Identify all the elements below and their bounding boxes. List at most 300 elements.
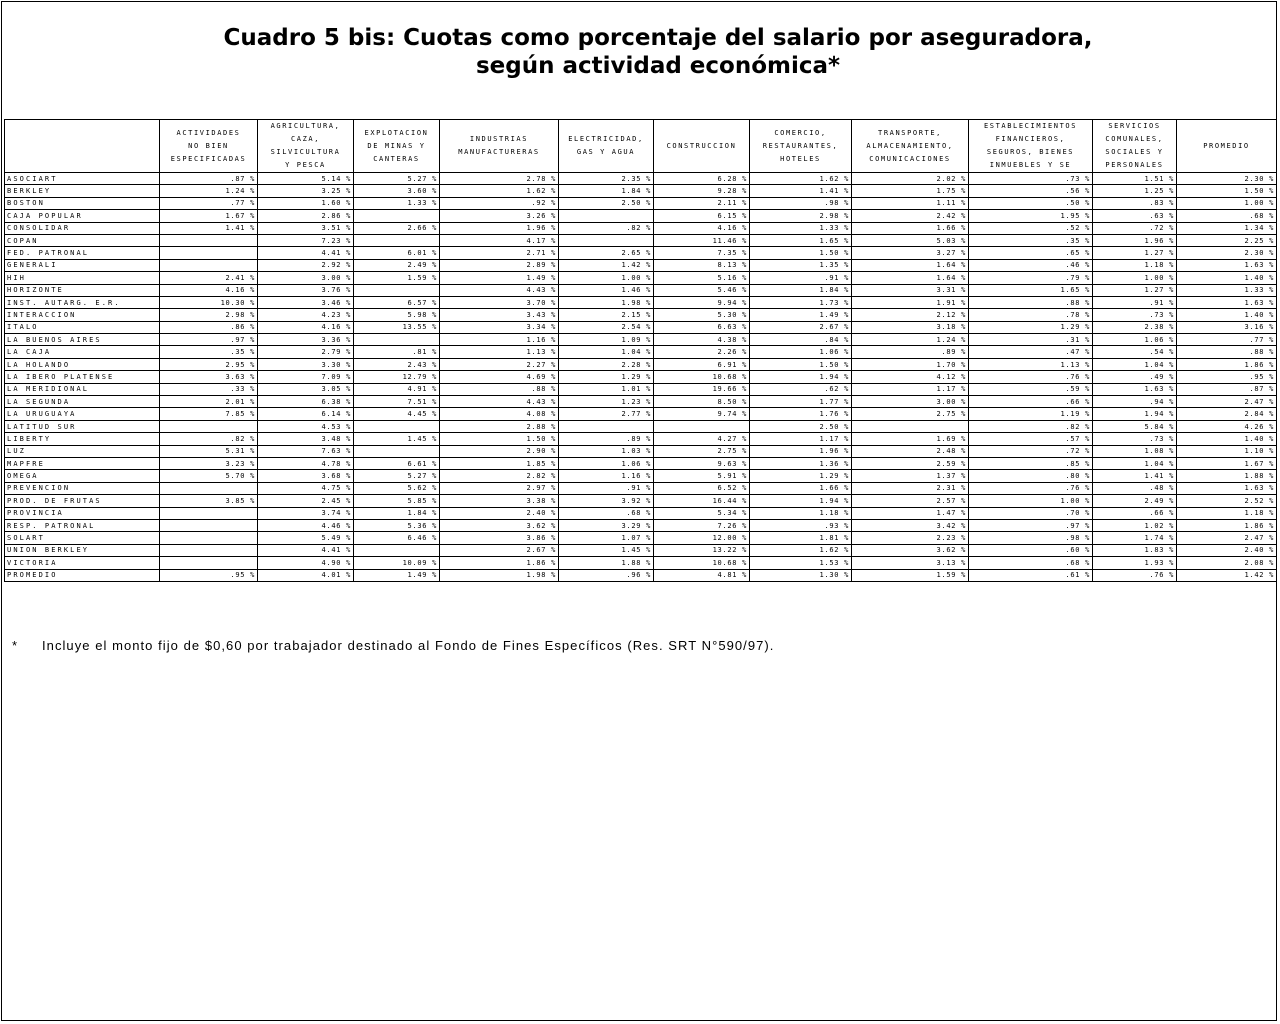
header-line: EXPLOTACION bbox=[364, 128, 429, 137]
value-cell: .89 % bbox=[852, 346, 969, 358]
value-cell: 2.43 % bbox=[354, 358, 440, 370]
value-cell: 16.44 % bbox=[654, 495, 750, 507]
value-cell: 2.01 % bbox=[160, 396, 258, 408]
value-cell: 1.08 % bbox=[1093, 445, 1177, 457]
page-title bbox=[0, 24, 1280, 80]
table-row bbox=[5, 470, 1277, 482]
value-cell: 6.52 % bbox=[654, 482, 750, 494]
value-cell: 1.29 % bbox=[969, 321, 1093, 333]
value-cell: 2.92 % bbox=[258, 259, 354, 271]
table-row bbox=[5, 247, 1277, 259]
insurer-name-cell: VICTORIA bbox=[5, 557, 160, 569]
header-cell bbox=[750, 120, 852, 173]
table-row bbox=[5, 495, 1277, 507]
insurer-name-cell: PREVENCION bbox=[5, 482, 160, 494]
value-cell: 5.62 % bbox=[354, 482, 440, 494]
value-cell: 3.00 % bbox=[258, 272, 354, 284]
value-cell: 1.83 % bbox=[1093, 544, 1177, 556]
insurer-name-cell: LATITUD SUR bbox=[5, 420, 160, 432]
value-cell: 2.47 % bbox=[1177, 396, 1277, 408]
value-cell: 5.49 % bbox=[258, 532, 354, 544]
header-line: DE MINAS Y bbox=[367, 141, 426, 150]
value-cell: .62 % bbox=[750, 383, 852, 395]
value-cell: .66 % bbox=[969, 396, 1093, 408]
value-cell: 1.18 % bbox=[1093, 259, 1177, 271]
value-cell: 1.27 % bbox=[1093, 247, 1177, 259]
header-cell bbox=[160, 120, 258, 173]
value-cell: .59 % bbox=[969, 383, 1093, 395]
table-row bbox=[5, 408, 1277, 420]
value-cell: 4.69 % bbox=[440, 371, 559, 383]
value-cell: 5.03 % bbox=[852, 234, 969, 246]
value-cell: 6.91 % bbox=[654, 358, 750, 370]
value-cell: 4.45 % bbox=[354, 408, 440, 420]
value-cell: 4.91 % bbox=[354, 383, 440, 395]
table-row bbox=[5, 507, 1277, 519]
value-cell: 1.40 % bbox=[1177, 309, 1277, 321]
header-line: ESTABLECIMIENTOS bbox=[983, 122, 1078, 130]
header-cell bbox=[440, 120, 559, 173]
value-cell: 3.23 % bbox=[160, 457, 258, 469]
insurer-name-cell: UNION BERKLEY bbox=[5, 544, 160, 556]
value-cell: .89 % bbox=[559, 433, 654, 445]
header-line: PROMEDIO bbox=[1203, 141, 1250, 150]
value-cell: 5.70 % bbox=[160, 470, 258, 482]
value-cell: 13.22 % bbox=[654, 544, 750, 556]
value-cell: 3.76 % bbox=[258, 284, 354, 296]
table-row bbox=[5, 185, 1277, 197]
value-cell: 1.77 % bbox=[750, 396, 852, 408]
value-cell: .92 % bbox=[440, 197, 559, 209]
value-cell: 3.62 % bbox=[440, 519, 559, 531]
insurer-name-cell: BERKLEY bbox=[5, 185, 160, 197]
value-cell: 1.10 % bbox=[1177, 445, 1277, 457]
insurer-name-cell: LA BUENOS AIRES bbox=[5, 334, 160, 346]
table-row bbox=[5, 383, 1277, 395]
value-cell: 1.40 % bbox=[1177, 272, 1277, 284]
value-cell: 5.98 % bbox=[354, 309, 440, 321]
header-line: CANTERAS bbox=[373, 154, 420, 163]
value-cell: 3.74 % bbox=[258, 507, 354, 519]
value-cell: .50 % bbox=[969, 197, 1093, 209]
value-cell: 1.49 % bbox=[354, 569, 440, 581]
value-cell: 1.00 % bbox=[559, 272, 654, 284]
value-cell: 1.49 % bbox=[750, 309, 852, 321]
insurer-name-cell: LUZ bbox=[5, 445, 160, 457]
value-cell bbox=[160, 247, 258, 259]
table-row bbox=[5, 346, 1277, 358]
header-cell bbox=[852, 120, 969, 173]
insurer-name-cell: GENERALI bbox=[5, 259, 160, 271]
value-cell: 2.82 % bbox=[440, 470, 559, 482]
insurer-name-cell: HORIZONTE bbox=[5, 284, 160, 296]
value-cell: 1.18 % bbox=[750, 507, 852, 519]
value-cell: .82 % bbox=[559, 222, 654, 234]
value-cell: 7.85 % bbox=[160, 408, 258, 420]
value-cell: 6.63 % bbox=[654, 321, 750, 333]
value-cell: .84 % bbox=[750, 334, 852, 346]
value-cell: 1.25 % bbox=[1093, 185, 1177, 197]
value-cell: 2.77 % bbox=[559, 408, 654, 420]
value-cell: 1.02 % bbox=[1093, 519, 1177, 531]
value-cell: 11.46 % bbox=[654, 234, 750, 246]
header-cell bbox=[1093, 120, 1177, 173]
value-cell: 5.91 % bbox=[654, 470, 750, 482]
value-cell: 4.53 % bbox=[258, 420, 354, 432]
value-cell: 9.74 % bbox=[654, 408, 750, 420]
header-line: COMUNICACIONES bbox=[869, 154, 951, 163]
value-cell: 1.47 % bbox=[852, 507, 969, 519]
value-cell: 2.02 % bbox=[852, 173, 969, 185]
insurer-name-cell: OMEGA bbox=[5, 470, 160, 482]
value-cell: 1.65 % bbox=[969, 284, 1093, 296]
value-cell: 1.19 % bbox=[969, 408, 1093, 420]
table-row bbox=[5, 210, 1277, 222]
value-cell: 1.84 % bbox=[559, 185, 654, 197]
value-cell bbox=[160, 259, 258, 271]
value-cell: 3.62 % bbox=[852, 544, 969, 556]
value-cell: 1.63 % bbox=[1177, 296, 1277, 308]
value-cell: 1.04 % bbox=[1093, 457, 1177, 469]
insurer-name-cell: PROVINCIA bbox=[5, 507, 160, 519]
value-cell: 1.11 % bbox=[852, 197, 969, 209]
value-cell: 1.86 % bbox=[1177, 519, 1277, 531]
value-cell: .33 % bbox=[160, 383, 258, 395]
table-row bbox=[5, 544, 1277, 556]
title-line-1: Cuadro 5 bis: Cuotas como porcentaje del salario por aseguradora, bbox=[223, 25, 1093, 51]
value-cell: 2.15 % bbox=[559, 309, 654, 321]
header-line: SERVICIOS bbox=[1108, 122, 1161, 130]
value-cell: .91 % bbox=[1093, 296, 1177, 308]
value-cell: 2.90 % bbox=[440, 445, 559, 457]
table-row bbox=[5, 445, 1277, 457]
value-cell: 1.69 % bbox=[852, 433, 969, 445]
header-line: CAZA, bbox=[290, 135, 321, 143]
value-cell: 3.29 % bbox=[559, 519, 654, 531]
value-cell: 6.28 % bbox=[654, 173, 750, 185]
value-cell: 5.36 % bbox=[354, 519, 440, 531]
insurer-name-cell: PROMEDIO bbox=[5, 569, 160, 581]
value-cell: 1.81 % bbox=[750, 532, 852, 544]
value-cell: 1.23 % bbox=[559, 396, 654, 408]
value-cell: 1.00 % bbox=[969, 495, 1093, 507]
value-cell: 1.49 % bbox=[440, 272, 559, 284]
value-cell: .61 % bbox=[969, 569, 1093, 581]
header-line: TRANSPORTE, bbox=[878, 128, 942, 137]
value-cell: 1.07 % bbox=[559, 532, 654, 544]
value-cell: 1.84 % bbox=[354, 507, 440, 519]
insurer-name-cell: MAPFRE bbox=[5, 457, 160, 469]
value-cell: 1.42 % bbox=[1177, 569, 1277, 581]
value-cell: 1.75 % bbox=[852, 185, 969, 197]
value-cell: 1.63 % bbox=[1093, 383, 1177, 395]
value-cell: 1.88 % bbox=[559, 557, 654, 569]
value-cell: 1.96 % bbox=[750, 445, 852, 457]
value-cell bbox=[654, 420, 750, 432]
table-row bbox=[5, 519, 1277, 531]
value-cell: 2.88 % bbox=[440, 420, 559, 432]
header-line: PERSONALES bbox=[1105, 161, 1164, 169]
value-cell: 6.15 % bbox=[654, 210, 750, 222]
value-cell: 4.17 % bbox=[440, 234, 559, 246]
insurer-name-cell: BOSTON bbox=[5, 197, 160, 209]
value-cell bbox=[354, 445, 440, 457]
value-cell: 2.40 % bbox=[440, 507, 559, 519]
value-cell: 4.12 % bbox=[852, 371, 969, 383]
value-cell: 1.88 % bbox=[1177, 470, 1277, 482]
header-line: ESPECIFICADAS bbox=[170, 154, 247, 163]
header-line: SILVICULTURA bbox=[270, 148, 341, 156]
value-cell: 3.46 % bbox=[258, 296, 354, 308]
value-cell: .54 % bbox=[1093, 346, 1177, 358]
value-cell: .86 % bbox=[160, 321, 258, 333]
value-cell: 4.41 % bbox=[258, 247, 354, 259]
value-cell: .68 % bbox=[1177, 210, 1277, 222]
insurer-name-cell: FED. PATRONAL bbox=[5, 247, 160, 259]
value-cell: 2.47 % bbox=[1177, 532, 1277, 544]
value-cell: 1.01 % bbox=[559, 383, 654, 395]
value-cell bbox=[559, 420, 654, 432]
value-cell bbox=[160, 532, 258, 544]
value-cell: 12.00 % bbox=[654, 532, 750, 544]
table-row bbox=[5, 420, 1277, 432]
value-cell: .93 % bbox=[750, 519, 852, 531]
value-cell: .77 % bbox=[160, 197, 258, 209]
value-cell: 3.48 % bbox=[258, 433, 354, 445]
value-cell: 2.98 % bbox=[160, 309, 258, 321]
table-row bbox=[5, 309, 1277, 321]
value-cell bbox=[160, 544, 258, 556]
value-cell: 5.14 % bbox=[258, 173, 354, 185]
value-cell: 19.66 % bbox=[654, 383, 750, 395]
value-cell: 2.11 % bbox=[654, 197, 750, 209]
value-cell: 2.26 % bbox=[654, 346, 750, 358]
value-cell: 5.16 % bbox=[654, 272, 750, 284]
value-cell: .98 % bbox=[750, 197, 852, 209]
value-cell: 4.23 % bbox=[258, 309, 354, 321]
value-cell: 1.63 % bbox=[1177, 482, 1277, 494]
value-cell: 1.66 % bbox=[852, 222, 969, 234]
header-line: RESTAURANTES, bbox=[762, 141, 839, 150]
value-cell: 4.38 % bbox=[654, 334, 750, 346]
value-cell: 3.86 % bbox=[440, 532, 559, 544]
value-cell: 1.29 % bbox=[750, 470, 852, 482]
value-cell bbox=[160, 519, 258, 531]
value-cell: 1.06 % bbox=[750, 346, 852, 358]
insurer-name-cell: RESP. PATRONAL bbox=[5, 519, 160, 531]
value-cell: 1.96 % bbox=[440, 222, 559, 234]
table-body bbox=[5, 173, 1277, 582]
value-cell: .65 % bbox=[969, 247, 1093, 259]
value-cell: .76 % bbox=[969, 371, 1093, 383]
value-cell: 2.50 % bbox=[559, 197, 654, 209]
value-cell: 7.26 % bbox=[654, 519, 750, 531]
value-cell: 3.92 % bbox=[559, 495, 654, 507]
value-cell: 1.45 % bbox=[559, 544, 654, 556]
value-cell: 1.91 % bbox=[852, 296, 969, 308]
insurer-name-cell: PROD. DE FRUTAS bbox=[5, 495, 160, 507]
value-cell: 1.67 % bbox=[1177, 457, 1277, 469]
value-cell: 1.42 % bbox=[559, 259, 654, 271]
value-cell: 1.95 % bbox=[969, 210, 1093, 222]
insurer-name-cell: ASOCIART bbox=[5, 173, 160, 185]
value-cell: 2.75 % bbox=[852, 408, 969, 420]
value-cell: .73 % bbox=[969, 173, 1093, 185]
table-row bbox=[5, 222, 1277, 234]
value-cell: 3.31 % bbox=[852, 284, 969, 296]
value-cell: 2.54 % bbox=[559, 321, 654, 333]
value-cell: 4.08 % bbox=[440, 408, 559, 420]
value-cell: 3.60 % bbox=[354, 185, 440, 197]
value-cell: 1.98 % bbox=[559, 296, 654, 308]
value-cell: 2.38 % bbox=[1093, 321, 1177, 333]
value-cell: 7.51 % bbox=[354, 396, 440, 408]
value-cell: 2.97 % bbox=[440, 482, 559, 494]
value-cell: .97 % bbox=[160, 334, 258, 346]
value-cell: .85 % bbox=[969, 457, 1093, 469]
value-cell: .46 % bbox=[969, 259, 1093, 271]
value-cell: .78 % bbox=[969, 309, 1093, 321]
value-cell: 1.94 % bbox=[750, 495, 852, 507]
value-cell: 5.30 % bbox=[654, 309, 750, 321]
value-cell: 1.36 % bbox=[750, 457, 852, 469]
value-cell: 1.09 % bbox=[559, 334, 654, 346]
value-cell: 2.67 % bbox=[440, 544, 559, 556]
header-line: SEGUROS, BIENES bbox=[986, 148, 1075, 156]
value-cell: 2.67 % bbox=[750, 321, 852, 333]
value-cell: 7.09 % bbox=[258, 371, 354, 383]
value-cell: 1.16 % bbox=[559, 470, 654, 482]
header-line: HOTELES bbox=[780, 154, 821, 163]
value-cell: 6.46 % bbox=[354, 532, 440, 544]
value-cell: .88 % bbox=[440, 383, 559, 395]
value-cell bbox=[160, 482, 258, 494]
value-cell: 1.50 % bbox=[750, 247, 852, 259]
insurer-name-cell: CAJA POPULAR bbox=[5, 210, 160, 222]
value-cell: 1.29 % bbox=[559, 371, 654, 383]
value-cell: 1.74 % bbox=[1093, 532, 1177, 544]
value-cell: 2.12 % bbox=[852, 309, 969, 321]
insurer-name-cell: LA MERIDIONAL bbox=[5, 383, 160, 395]
value-cell: 2.45 % bbox=[258, 495, 354, 507]
value-cell: .49 % bbox=[1093, 371, 1177, 383]
value-cell: 1.63 % bbox=[1177, 259, 1277, 271]
value-cell: 2.57 % bbox=[852, 495, 969, 507]
value-cell: 3.13 % bbox=[852, 557, 969, 569]
value-cell: 1.53 % bbox=[750, 557, 852, 569]
value-cell: 4.75 % bbox=[258, 482, 354, 494]
table-row bbox=[5, 396, 1277, 408]
value-cell: 3.85 % bbox=[160, 495, 258, 507]
value-cell: 4.43 % bbox=[440, 284, 559, 296]
value-cell: 1.86 % bbox=[1177, 358, 1277, 370]
table-row bbox=[5, 272, 1277, 284]
table-row bbox=[5, 284, 1277, 296]
footnote-mark: * bbox=[12, 638, 19, 653]
value-cell: 1.60 % bbox=[258, 197, 354, 209]
value-cell: 1.18 % bbox=[1177, 507, 1277, 519]
value-cell: 1.85 % bbox=[440, 457, 559, 469]
value-cell: .97 % bbox=[969, 519, 1093, 531]
value-cell: 7.35 % bbox=[654, 247, 750, 259]
value-cell bbox=[354, 234, 440, 246]
value-cell: .94 % bbox=[1093, 396, 1177, 408]
header-line: ALMACENAMIENTO, bbox=[866, 141, 954, 150]
value-cell: 4.16 % bbox=[160, 284, 258, 296]
value-cell: 3.18 % bbox=[852, 321, 969, 333]
value-cell: 1.70 % bbox=[852, 358, 969, 370]
value-cell: 9.63 % bbox=[654, 457, 750, 469]
value-cell: .80 % bbox=[969, 470, 1093, 482]
value-cell: .47 % bbox=[969, 346, 1093, 358]
value-cell: 2.27 % bbox=[440, 358, 559, 370]
table-row bbox=[5, 371, 1277, 383]
value-cell bbox=[354, 544, 440, 556]
table-row bbox=[5, 433, 1277, 445]
value-cell: 1.64 % bbox=[852, 272, 969, 284]
table-row bbox=[5, 334, 1277, 346]
value-cell: 1.98 % bbox=[440, 569, 559, 581]
value-cell: 5.27 % bbox=[354, 173, 440, 185]
header-line: NO BIEN bbox=[188, 141, 229, 150]
value-cell: .88 % bbox=[969, 296, 1093, 308]
value-cell: 10.68 % bbox=[654, 371, 750, 383]
value-cell: 7.63 % bbox=[258, 445, 354, 457]
insurer-name-cell: ITALO bbox=[5, 321, 160, 333]
value-cell bbox=[852, 420, 969, 432]
value-cell: .73 % bbox=[1093, 433, 1177, 445]
value-cell: 5.31 % bbox=[160, 445, 258, 457]
value-cell: .48 % bbox=[1093, 482, 1177, 494]
value-cell: 1.62 % bbox=[750, 544, 852, 556]
value-cell: 6.14 % bbox=[258, 408, 354, 420]
value-cell: 1.65 % bbox=[750, 234, 852, 246]
insurer-name-cell: INST. AUTARG. E.R. bbox=[5, 296, 160, 308]
value-cell: .87 % bbox=[1177, 383, 1277, 395]
value-cell: .87 % bbox=[160, 173, 258, 185]
value-cell: 1.27 % bbox=[1093, 284, 1177, 296]
value-cell: 1.86 % bbox=[440, 557, 559, 569]
value-cell: 6.01 % bbox=[354, 247, 440, 259]
value-cell: 10.30 % bbox=[160, 296, 258, 308]
value-cell: 1.45 % bbox=[354, 433, 440, 445]
header-cell bbox=[1177, 120, 1277, 173]
value-cell: 3.43 % bbox=[440, 309, 559, 321]
value-cell: .96 % bbox=[559, 569, 654, 581]
value-cell: 2.35 % bbox=[559, 173, 654, 185]
header-line: GAS Y AGUA bbox=[576, 148, 636, 156]
value-cell: 3.16 % bbox=[1177, 321, 1277, 333]
header-cell bbox=[969, 120, 1093, 173]
header-line: COMUNALES, bbox=[1105, 135, 1164, 143]
value-cell: .95 % bbox=[160, 569, 258, 581]
value-cell: .73 % bbox=[1093, 309, 1177, 321]
value-cell: 2.98 % bbox=[750, 210, 852, 222]
value-cell: 1.17 % bbox=[750, 433, 852, 445]
value-cell: 1.34 % bbox=[1177, 222, 1277, 234]
value-cell bbox=[354, 420, 440, 432]
value-cell: 3.26 % bbox=[440, 210, 559, 222]
value-cell: 12.79 % bbox=[354, 371, 440, 383]
value-cell bbox=[160, 557, 258, 569]
value-cell: 1.30 % bbox=[750, 569, 852, 581]
value-cell: 2.49 % bbox=[354, 259, 440, 271]
value-cell: 1.84 % bbox=[750, 284, 852, 296]
value-cell: 1.33 % bbox=[1177, 284, 1277, 296]
table-row bbox=[5, 532, 1277, 544]
value-cell: 6.38 % bbox=[258, 396, 354, 408]
value-cell: 10.09 % bbox=[354, 557, 440, 569]
